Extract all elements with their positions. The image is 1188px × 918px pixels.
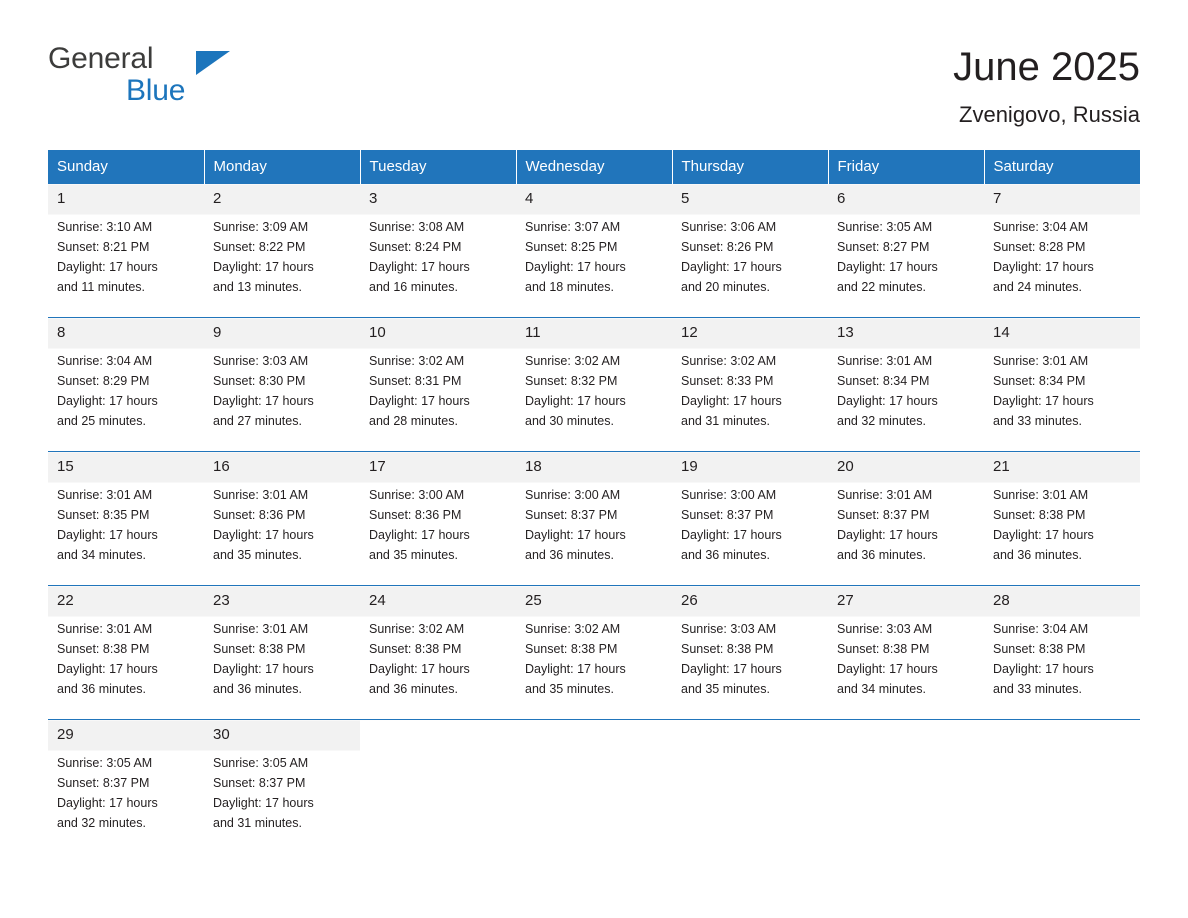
day-cell[interactable]	[828, 318, 984, 452]
daylight-text-line2: and 20 minutes.	[681, 280, 770, 295]
day-number: 18	[525, 458, 542, 475]
sunrise-text: Sunrise: 3:09 AM	[213, 219, 309, 234]
sunset-text: Sunset: 8:21 PM	[57, 239, 150, 254]
sunrise-text: Sunrise: 3:01 AM	[57, 487, 153, 502]
sunrise-text: Sunrise: 3:01 AM	[837, 353, 933, 368]
day-cell[interactable]	[48, 586, 204, 720]
day-cell[interactable]	[516, 586, 672, 720]
day-number: 25	[525, 592, 542, 609]
daylight-text-line2: and 22 minutes.	[837, 280, 926, 295]
day-details	[837, 217, 975, 298]
day-cell[interactable]	[48, 720, 204, 854]
day-details	[837, 351, 975, 432]
day-cell[interactable]	[672, 586, 828, 720]
daylight-text-line1: Daylight: 17 hours	[369, 260, 470, 274]
sunset-text: Sunset: 8:33 PM	[681, 373, 774, 388]
day-cell[interactable]	[360, 586, 516, 720]
day-details	[525, 217, 663, 298]
sunrise-text: Sunrise: 3:01 AM	[993, 353, 1089, 368]
sunrise-text: Sunrise: 3:00 AM	[369, 487, 465, 502]
day-number: 17	[369, 458, 386, 475]
day-number: 9	[213, 324, 222, 341]
daylight-text-line2: and 36 minutes.	[681, 548, 770, 563]
day-cell-empty	[672, 720, 828, 854]
sunset-text: Sunset: 8:38 PM	[681, 641, 774, 656]
day-cell-empty	[516, 720, 672, 854]
daylight-text-line2: and 33 minutes.	[993, 682, 1082, 697]
daylight-text-line2: and 28 minutes.	[369, 414, 458, 429]
sunset-text: Sunset: 8:26 PM	[681, 239, 774, 254]
daylight-text-line1: Daylight: 17 hours	[213, 662, 314, 676]
daylight-text-line1: Daylight: 17 hours	[837, 528, 938, 542]
sunset-text: Sunset: 8:37 PM	[681, 507, 774, 522]
sunrise-text: Sunrise: 3:02 AM	[525, 621, 621, 636]
daylight-text-line1: Daylight: 17 hours	[525, 260, 626, 274]
sunset-text: Sunset: 8:25 PM	[525, 239, 618, 254]
day-cell[interactable]	[984, 184, 1140, 318]
day-cell[interactable]	[828, 184, 984, 318]
page-title: June 2025	[953, 45, 1140, 89]
daylight-text-line2: and 34 minutes.	[837, 682, 926, 697]
daylight-text-line1: Daylight: 17 hours	[213, 528, 314, 542]
daylight-text-line2: and 36 minutes.	[525, 548, 614, 563]
daylight-text-line2: and 35 minutes.	[525, 682, 614, 697]
day-number: 13	[837, 324, 854, 341]
day-details	[57, 619, 195, 700]
sunset-text: Sunset: 8:30 PM	[213, 373, 306, 388]
sunrise-text: Sunrise: 3:04 AM	[57, 353, 153, 368]
daylight-text-line1: Daylight: 17 hours	[213, 796, 314, 810]
day-number: 28	[993, 592, 1010, 609]
day-cell[interactable]	[360, 318, 516, 452]
daylight-text-line2: and 36 minutes.	[57, 682, 146, 697]
logo-text-blue: Blue	[126, 74, 186, 107]
day-cell[interactable]	[48, 184, 204, 318]
sunrise-text: Sunrise: 3:02 AM	[525, 353, 621, 368]
day-cell[interactable]	[984, 452, 1140, 586]
sunrise-text: Sunrise: 3:01 AM	[213, 621, 309, 636]
day-number: 7	[993, 190, 1002, 207]
daylight-text-line2: and 35 minutes.	[213, 548, 302, 563]
day-cell[interactable]	[828, 452, 984, 586]
daylight-text-line2: and 16 minutes.	[369, 280, 458, 295]
daylight-text-line1: Daylight: 17 hours	[369, 394, 470, 408]
day-cell[interactable]	[516, 184, 672, 318]
sunrise-text: Sunrise: 3:04 AM	[993, 219, 1089, 234]
weekday-header-tuesday: Tuesday	[360, 150, 516, 184]
day-number: 4	[525, 190, 534, 207]
day-cell[interactable]	[828, 586, 984, 720]
day-number: 24	[369, 592, 386, 609]
daylight-text-line2: and 35 minutes.	[681, 682, 770, 697]
day-cell[interactable]	[516, 452, 672, 586]
sunset-text: Sunset: 8:37 PM	[57, 775, 150, 790]
day-number: 6	[837, 190, 846, 207]
day-details	[369, 485, 507, 566]
daylight-text-line2: and 18 minutes.	[525, 280, 614, 295]
day-cell[interactable]	[360, 452, 516, 586]
day-number: 27	[837, 592, 854, 609]
daylight-text-line1: Daylight: 17 hours	[369, 528, 470, 542]
sunset-text: Sunset: 8:35 PM	[57, 507, 150, 522]
day-cell[interactable]	[360, 184, 516, 318]
daylight-text-line1: Daylight: 17 hours	[213, 394, 314, 408]
table-row	[48, 720, 1140, 854]
day-details	[57, 485, 195, 566]
sunset-text: Sunset: 8:38 PM	[57, 641, 150, 656]
daylight-text-line2: and 34 minutes.	[57, 548, 146, 563]
daylight-text-line1: Daylight: 17 hours	[681, 394, 782, 408]
sunrise-text: Sunrise: 3:08 AM	[369, 219, 465, 234]
sunrise-text: Sunrise: 3:01 AM	[213, 487, 309, 502]
sunrise-text: Sunrise: 3:05 AM	[57, 755, 153, 770]
day-number: 19	[681, 458, 698, 475]
day-cell[interactable]	[204, 184, 360, 318]
sunrise-text: Sunrise: 3:00 AM	[681, 487, 777, 502]
day-details	[213, 351, 351, 432]
daylight-text-line1: Daylight: 17 hours	[369, 662, 470, 676]
title-block	[953, 44, 1140, 128]
sunset-text: Sunset: 8:38 PM	[525, 641, 618, 656]
daylight-text-line1: Daylight: 17 hours	[681, 260, 782, 274]
daylight-text-line1: Daylight: 17 hours	[57, 528, 158, 542]
sunrise-text: Sunrise: 3:07 AM	[525, 219, 621, 234]
day-cell[interactable]	[672, 318, 828, 452]
daylight-text-line2: and 32 minutes.	[837, 414, 926, 429]
day-cell-empty	[984, 720, 1140, 854]
day-details	[993, 619, 1131, 700]
daylight-text-line1: Daylight: 17 hours	[837, 260, 938, 274]
day-cell[interactable]	[984, 586, 1140, 720]
daylight-text-line1: Daylight: 17 hours	[57, 662, 158, 676]
weekday-header-wednesday: Wednesday	[516, 150, 672, 184]
table-row	[48, 586, 1140, 720]
daylight-text-line2: and 32 minutes.	[57, 816, 146, 831]
sun-times-calendar	[48, 150, 1140, 854]
daylight-text-line2: and 25 minutes.	[57, 414, 146, 429]
day-number: 26	[681, 592, 698, 609]
sunset-text: Sunset: 8:31 PM	[369, 373, 462, 388]
day-details	[525, 351, 663, 432]
day-details	[525, 619, 663, 700]
table-row	[48, 452, 1140, 586]
sunset-text: Sunset: 8:36 PM	[369, 507, 462, 522]
daylight-text-line1: Daylight: 17 hours	[837, 394, 938, 408]
day-cell[interactable]	[204, 452, 360, 586]
location-label: Zvenigovo, Russia	[959, 102, 1140, 127]
day-details	[993, 351, 1131, 432]
calendar-body	[48, 184, 1140, 854]
day-details	[213, 753, 351, 834]
sunrise-text: Sunrise: 3:10 AM	[57, 219, 153, 234]
sunset-text: Sunset: 8:36 PM	[213, 507, 306, 522]
sunset-text: Sunset: 8:29 PM	[57, 373, 150, 388]
daylight-text-line1: Daylight: 17 hours	[57, 796, 158, 810]
day-details	[525, 485, 663, 566]
day-details	[837, 485, 975, 566]
daylight-text-line2: and 13 minutes.	[213, 280, 302, 295]
day-number: 20	[837, 458, 854, 475]
weekday-header-row	[48, 150, 1140, 184]
day-details	[369, 217, 507, 298]
sunrise-text: Sunrise: 3:02 AM	[681, 353, 777, 368]
sunset-text: Sunset: 8:32 PM	[525, 373, 618, 388]
day-details	[681, 217, 819, 298]
sunrise-text: Sunrise: 3:01 AM	[993, 487, 1089, 502]
day-details	[57, 217, 195, 298]
daylight-text-line1: Daylight: 17 hours	[525, 528, 626, 542]
weekday-header-monday: Monday	[204, 150, 360, 184]
sunrise-text: Sunrise: 3:05 AM	[213, 755, 309, 770]
daylight-text-line1: Daylight: 17 hours	[213, 260, 314, 274]
sunset-text: Sunset: 8:28 PM	[993, 239, 1086, 254]
day-cell[interactable]	[204, 318, 360, 452]
sunset-text: Sunset: 8:38 PM	[369, 641, 462, 656]
sunset-text: Sunset: 8:38 PM	[993, 507, 1086, 522]
day-details	[837, 619, 975, 700]
day-cell[interactable]	[672, 452, 828, 586]
sunrise-text: Sunrise: 3:03 AM	[681, 621, 777, 636]
sunset-text: Sunset: 8:37 PM	[213, 775, 306, 790]
day-number: 29	[57, 726, 74, 743]
daylight-text-line2: and 31 minutes.	[681, 414, 770, 429]
day-number: 14	[993, 324, 1010, 341]
logo-text-general: General	[48, 42, 154, 75]
daylight-text-line1: Daylight: 17 hours	[525, 394, 626, 408]
day-cell[interactable]	[984, 318, 1140, 452]
daylight-text-line2: and 35 minutes.	[369, 548, 458, 563]
general-blue-logo	[48, 44, 248, 106]
day-cell-empty	[828, 720, 984, 854]
day-cell[interactable]	[516, 318, 672, 452]
day-details	[57, 351, 195, 432]
day-cell[interactable]	[204, 720, 360, 854]
sunrise-text: Sunrise: 3:03 AM	[213, 353, 309, 368]
day-cell-empty	[360, 720, 516, 854]
day-details	[681, 485, 819, 566]
day-details	[369, 619, 507, 700]
page-header	[48, 0, 1140, 128]
day-cell[interactable]	[48, 318, 204, 452]
day-number: 11	[525, 324, 541, 341]
sunrise-text: Sunrise: 3:05 AM	[837, 219, 933, 234]
day-cell[interactable]	[48, 452, 204, 586]
table-row	[48, 318, 1140, 452]
sunrise-text: Sunrise: 3:01 AM	[837, 487, 933, 502]
day-details	[993, 485, 1131, 566]
daylight-text-line2: and 36 minutes.	[837, 548, 926, 563]
day-number: 5	[681, 190, 690, 207]
day-details	[57, 753, 195, 834]
daylight-text-line1: Daylight: 17 hours	[993, 662, 1094, 676]
sunset-text: Sunset: 8:24 PM	[369, 239, 462, 254]
daylight-text-line2: and 36 minutes.	[213, 682, 302, 697]
day-number: 12	[681, 324, 698, 341]
day-number: 8	[57, 324, 66, 341]
daylight-text-line2: and 27 minutes.	[213, 414, 302, 429]
daylight-text-line2: and 36 minutes.	[993, 548, 1082, 563]
day-number: 2	[213, 190, 222, 207]
day-number: 21	[993, 458, 1010, 475]
sunset-text: Sunset: 8:38 PM	[837, 641, 930, 656]
daylight-text-line2: and 31 minutes.	[213, 816, 302, 831]
sunrise-text: Sunrise: 3:02 AM	[369, 353, 465, 368]
sunrise-text: Sunrise: 3:01 AM	[57, 621, 153, 636]
sunrise-text: Sunrise: 3:04 AM	[993, 621, 1089, 636]
daylight-text-line2: and 36 minutes.	[369, 682, 458, 697]
day-number: 22	[57, 592, 74, 609]
daylight-text-line2: and 11 minutes.	[57, 280, 146, 295]
triangle-icon	[196, 51, 230, 75]
sunset-text: Sunset: 8:38 PM	[993, 641, 1086, 656]
day-details	[213, 485, 351, 566]
day-number: 15	[57, 458, 74, 475]
daylight-text-line1: Daylight: 17 hours	[837, 662, 938, 676]
daylight-text-line1: Daylight: 17 hours	[993, 528, 1094, 542]
daylight-text-line1: Daylight: 17 hours	[681, 528, 782, 542]
day-number: 16	[213, 458, 230, 475]
weekday-header-friday: Friday	[828, 150, 984, 184]
daylight-text-line2: and 33 minutes.	[993, 414, 1082, 429]
day-details	[993, 217, 1131, 298]
day-cell[interactable]	[672, 184, 828, 318]
day-details	[681, 619, 819, 700]
daylight-text-line2: and 24 minutes.	[993, 280, 1082, 295]
day-cell[interactable]	[204, 586, 360, 720]
sunrise-text: Sunrise: 3:00 AM	[525, 487, 621, 502]
daylight-text-line2: and 30 minutes.	[525, 414, 614, 429]
daylight-text-line1: Daylight: 17 hours	[525, 662, 626, 676]
day-details	[213, 217, 351, 298]
day-details	[681, 351, 819, 432]
day-number: 1	[57, 190, 66, 207]
day-number: 30	[213, 726, 230, 743]
table-row	[48, 184, 1140, 318]
day-number: 3	[369, 190, 378, 207]
sunset-text: Sunset: 8:34 PM	[837, 373, 930, 388]
day-number: 23	[213, 592, 230, 609]
sunset-text: Sunset: 8:22 PM	[213, 239, 306, 254]
sunrise-text: Sunrise: 3:02 AM	[369, 621, 465, 636]
day-details	[369, 351, 507, 432]
weekday-header-sunday: Sunday	[48, 150, 204, 184]
daylight-text-line1: Daylight: 17 hours	[57, 260, 158, 274]
day-details	[213, 619, 351, 700]
sunrise-text: Sunrise: 3:06 AM	[681, 219, 777, 234]
sunset-text: Sunset: 8:34 PM	[993, 373, 1086, 388]
sunset-text: Sunset: 8:38 PM	[213, 641, 306, 656]
daylight-text-line1: Daylight: 17 hours	[993, 394, 1094, 408]
sunset-text: Sunset: 8:37 PM	[837, 507, 930, 522]
sunset-text: Sunset: 8:37 PM	[525, 507, 618, 522]
sunrise-text: Sunrise: 3:03 AM	[837, 621, 933, 636]
weekday-header-saturday: Saturday	[984, 150, 1140, 184]
sunset-text: Sunset: 8:27 PM	[837, 239, 930, 254]
weekday-header-thursday: Thursday	[672, 150, 828, 184]
daylight-text-line1: Daylight: 17 hours	[993, 260, 1094, 274]
day-number: 10	[369, 324, 386, 341]
daylight-text-line1: Daylight: 17 hours	[681, 662, 782, 676]
daylight-text-line1: Daylight: 17 hours	[57, 394, 158, 408]
